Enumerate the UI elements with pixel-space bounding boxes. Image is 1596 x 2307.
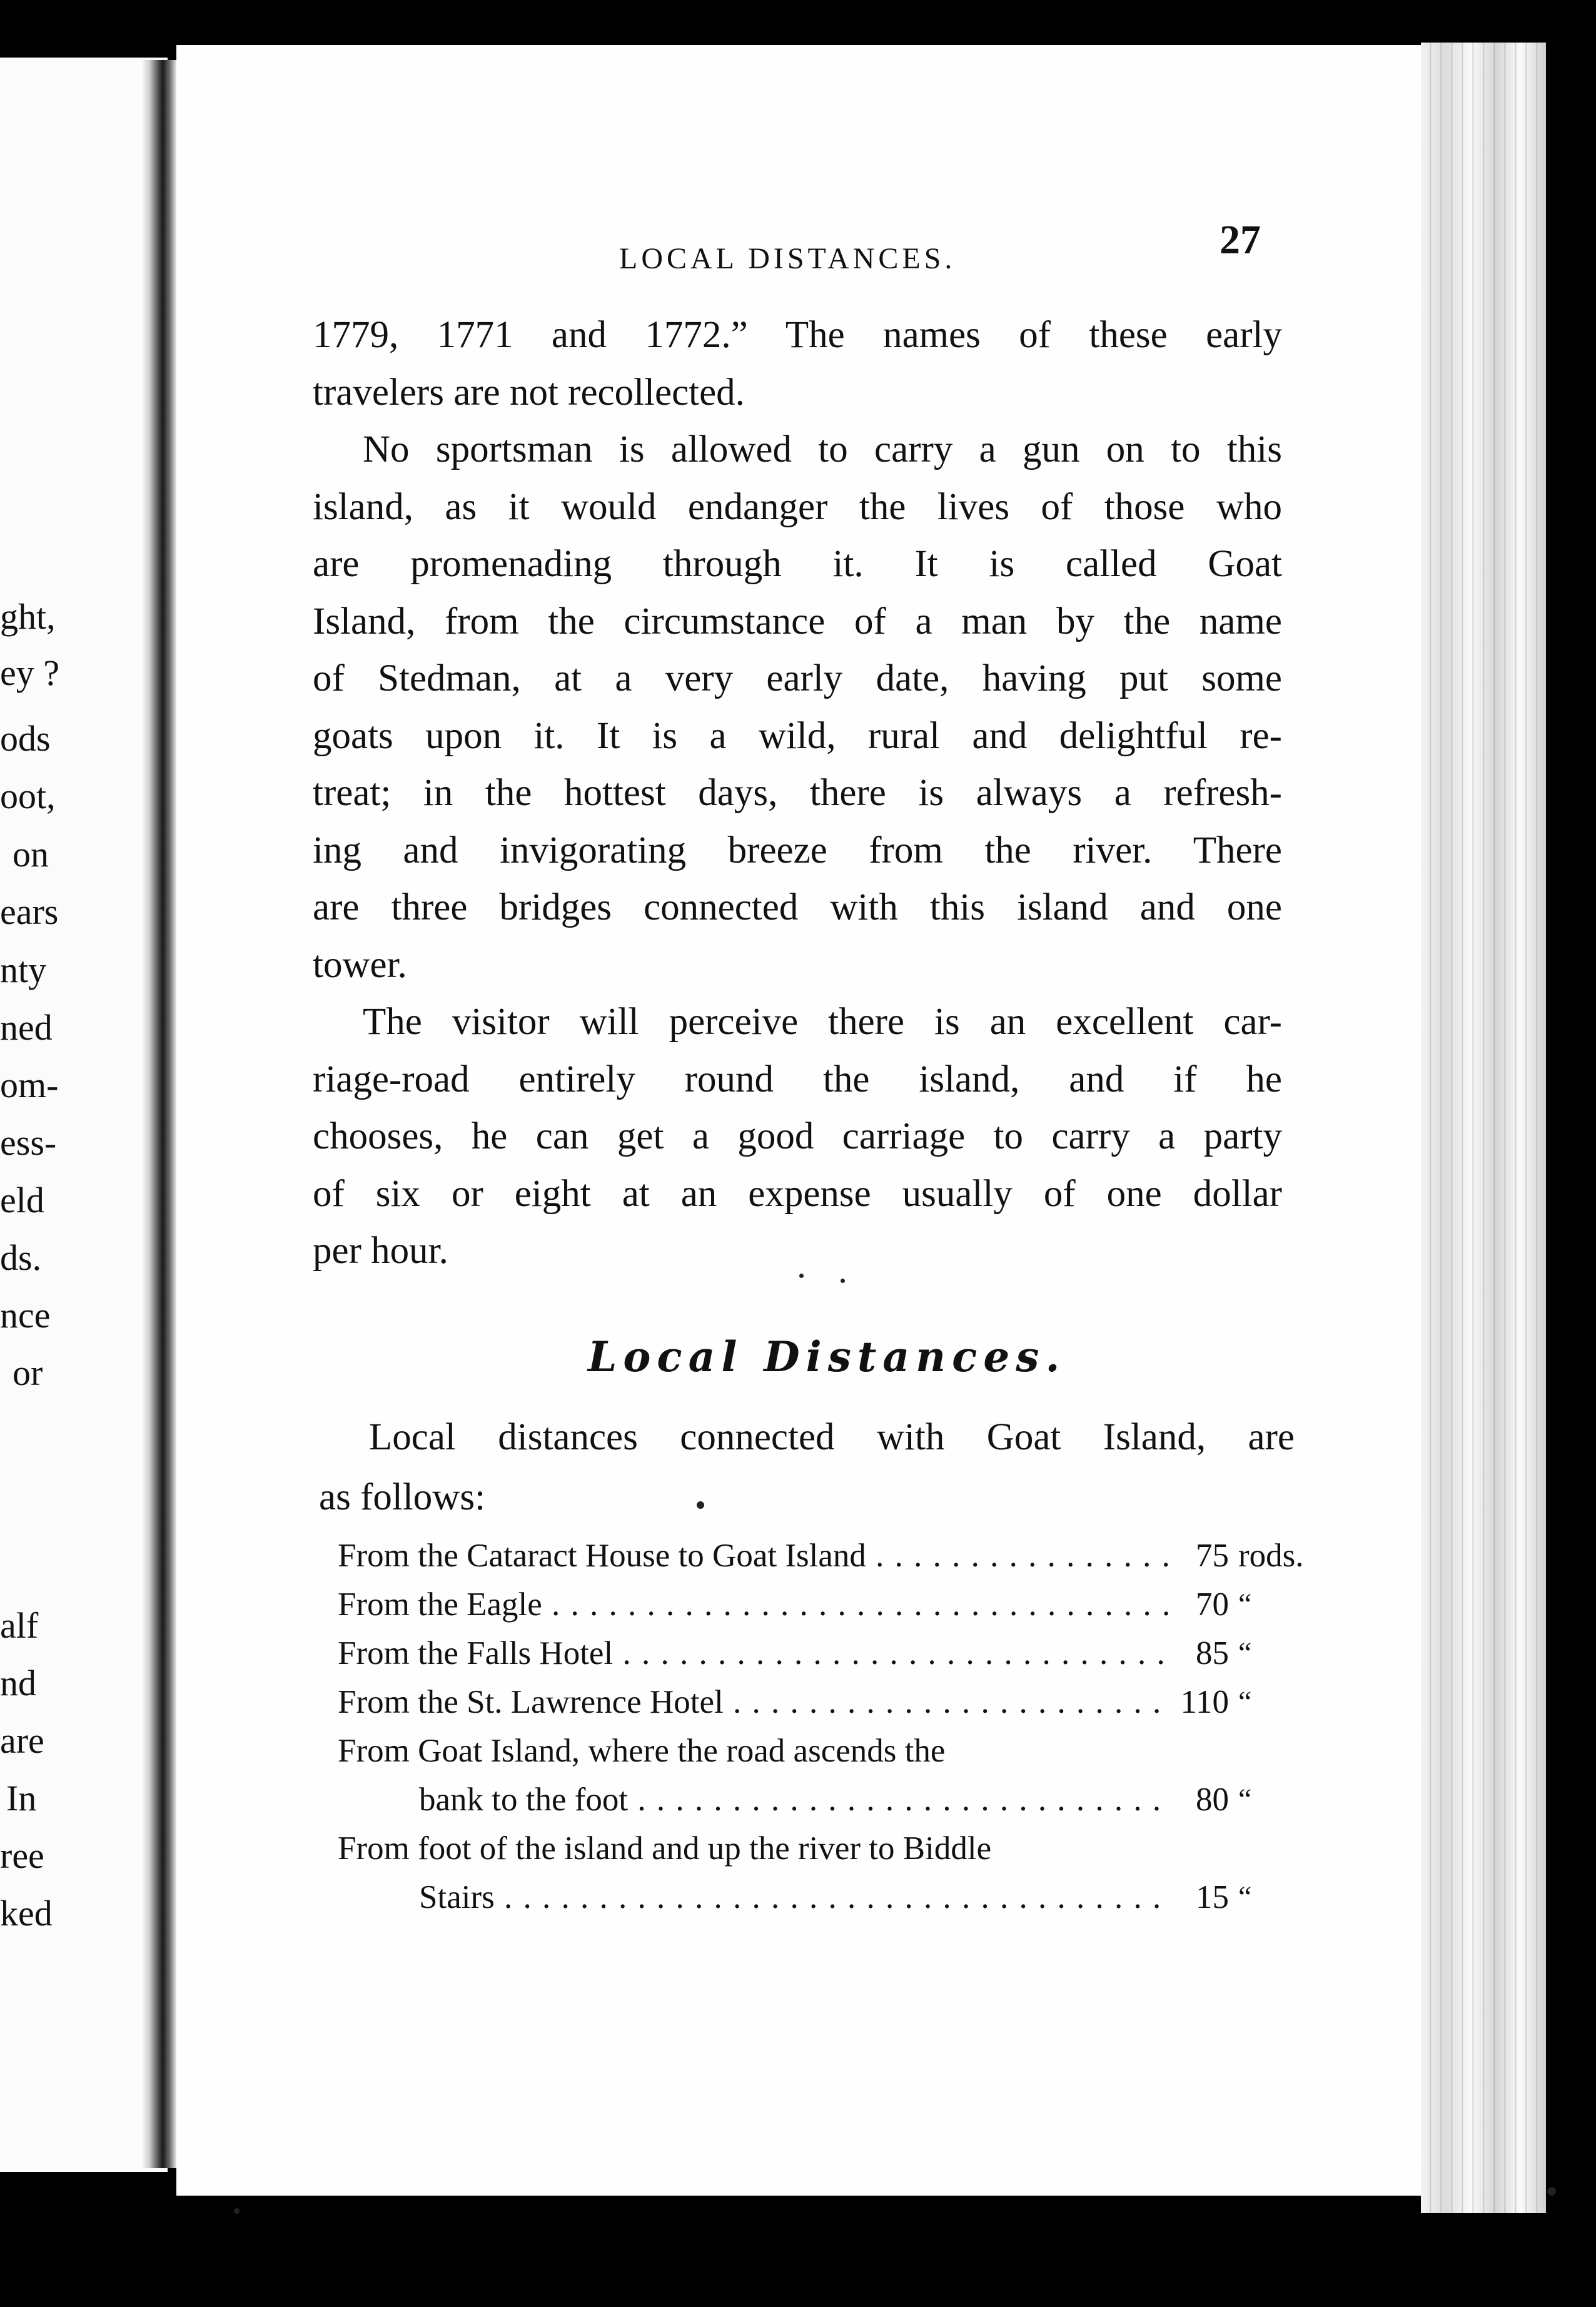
text-line: riage-road entirely round the island, and if he: [313, 1058, 1282, 1100]
distance-unit: “: [1238, 1783, 1252, 1816]
distance-row: [338, 1678, 1313, 1726]
text-line: of Stedman, at a very early date, having put some: [313, 657, 1282, 699]
distance-place: From the Cataract House to Goat Island . . .: [338, 1531, 1169, 1580]
text-line: as follows:: [319, 1476, 486, 1518]
distance-unit: “: [1238, 1636, 1252, 1670]
distance-place: bank to the foot . . .: [419, 1775, 1169, 1824]
left-fragment: ods: [0, 718, 51, 759]
distance-amount: 15: [1196, 1879, 1229, 1915]
page-number: 27: [1220, 217, 1261, 263]
distance-row: [338, 1580, 1313, 1629]
ink-speck: [697, 1501, 704, 1509]
text-line: Island, from the circumstance of a man by the name: [313, 600, 1282, 642]
left-fragment: ree: [0, 1835, 44, 1876]
distance-unit: “: [1238, 1880, 1252, 1914]
left-fragment: ess-: [0, 1122, 57, 1163]
distance-row: [338, 1629, 1313, 1678]
distance-table: [338, 1531, 1313, 1922]
text-line: No sportsman is allowed to carry a gun on to this: [363, 428, 1282, 470]
text-line: per hour.: [313, 1230, 448, 1272]
text-line: 1779, 1771 and 1772.” The names of these early: [313, 314, 1282, 356]
distance-row: [338, 1824, 1313, 1873]
left-fragment: ked: [0, 1893, 53, 1934]
left-fragment: or: [13, 1352, 43, 1393]
text-line: of six or eight at an expense usually of one dollar: [313, 1172, 1282, 1215]
distance-row: [338, 1775, 1313, 1824]
text-line: The visitor will perceive there is an excellent car-: [363, 1001, 1282, 1043]
distance-place: From the Eagle . . .: [338, 1580, 1169, 1629]
distance-place: From foot of the island and up the river to Biddle: [338, 1830, 992, 1867]
distance-amount: 80: [1196, 1782, 1229, 1818]
distance-unit: “: [1238, 1588, 1252, 1621]
running-head: LOCAL DISTANCES.: [619, 242, 956, 275]
text-line: goats upon it. It is a wild, rural and delightful re-: [313, 714, 1282, 757]
left-fragment: eld: [0, 1180, 44, 1220]
ink-speck: [799, 1274, 804, 1278]
left-fragment: nd: [0, 1663, 36, 1703]
distance-amount: 85: [1196, 1635, 1229, 1671]
text-line: ing and invigorating breeze from the river. There: [313, 829, 1282, 871]
distance-place: From the St. Lawrence Hotel . . .: [338, 1678, 1169, 1726]
left-fragment: ey ?: [0, 652, 59, 693]
left-fragment: ght,: [0, 596, 56, 637]
text-line: travelers are not recollected.: [313, 371, 745, 413]
intro-text: [319, 1407, 1295, 1528]
left-fragment: om-: [0, 1065, 59, 1105]
distance-amount: 110: [1180, 1684, 1229, 1720]
text-line: Local distances connected with Goat Island, are: [369, 1416, 1295, 1458]
text-line: island, as it would endanger the lives of those who: [313, 485, 1282, 528]
text-line: chooses, he can get a good carriage to carry a party: [313, 1115, 1282, 1157]
text-line: are three bridges connected with this island and one: [313, 886, 1282, 928]
left-fragment: nty: [0, 950, 47, 990]
ink-speck: [841, 1279, 845, 1283]
left-fragment: alf: [0, 1605, 39, 1646]
left-fragment: oot,: [0, 776, 56, 816]
left-fragment: In: [6, 1778, 37, 1818]
left-fragment: ds.: [0, 1237, 42, 1278]
distance-unit: “: [1238, 1685, 1252, 1718]
distance-amount: 70: [1196, 1586, 1229, 1623]
distance-row: [338, 1873, 1313, 1922]
text-line: tower.: [313, 943, 407, 986]
left-fragment: nce: [0, 1295, 51, 1336]
distance-place: From Goat Island, where the road ascends the: [338, 1733, 946, 1769]
distance-row: [338, 1726, 1313, 1775]
distance-amount: 75: [1196, 1538, 1229, 1574]
left-fragment: ned: [0, 1007, 53, 1048]
left-fragment: on: [13, 834, 49, 875]
distance-place: From the Falls Hotel . . .: [338, 1629, 1169, 1678]
text-line: treat; in the hottest days, there is always a refresh-: [313, 772, 1282, 814]
book-gutter: [143, 60, 176, 2168]
section-title: Local Distances.: [588, 1332, 1066, 1381]
ink-speck: [1547, 2187, 1556, 2196]
left-fragment: are: [0, 1720, 44, 1761]
ink-speck: [234, 2208, 240, 2214]
text-line: are promenading through it. It is called Goat: [313, 543, 1282, 585]
distance-row: [338, 1531, 1313, 1580]
page-edges: [1421, 43, 1546, 2213]
body-text: [313, 307, 1282, 1280]
distance-place: Stairs . . .: [419, 1873, 1169, 1922]
left-fragment: ears: [0, 891, 59, 932]
distance-unit: rods.: [1238, 1538, 1304, 1574]
